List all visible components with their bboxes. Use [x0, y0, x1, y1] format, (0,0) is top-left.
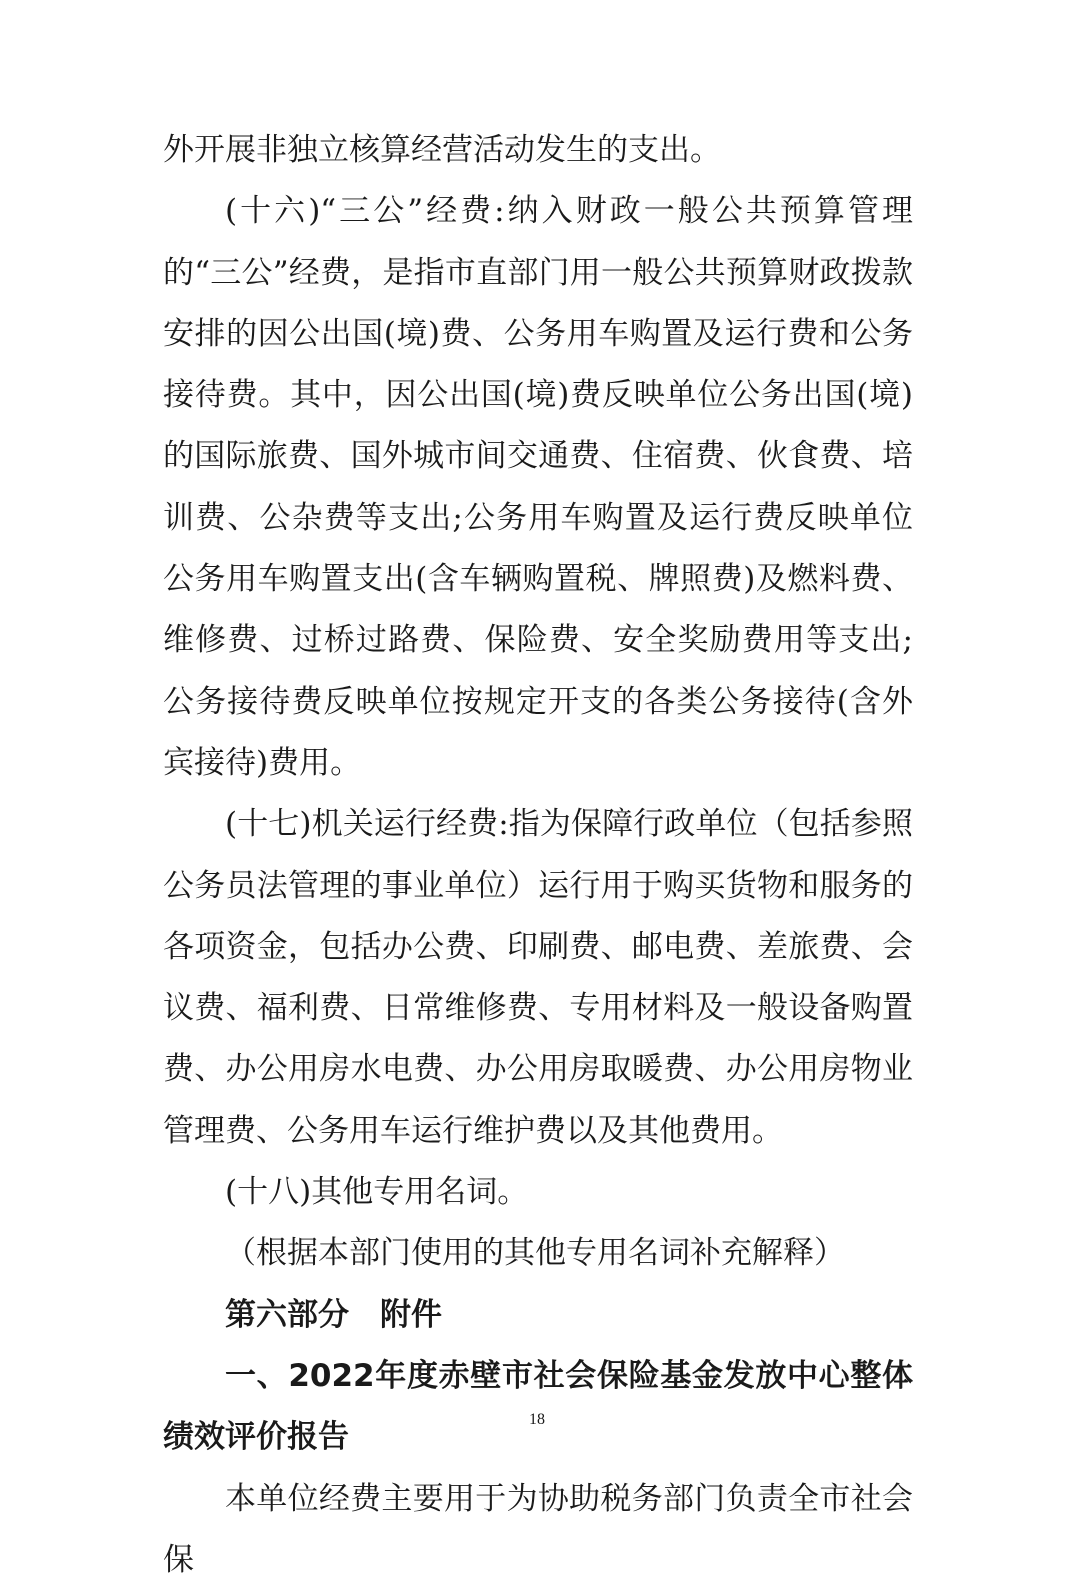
page-number: 18 — [529, 1411, 545, 1428]
paragraph-continuation: 外开展非独立核算经营活动发生的支出。 — [163, 132, 721, 168]
paragraph-report-intro: 本单位经费主要用于为协助税务部门负责全市社会保 — [163, 1480, 913, 1578]
document-body — [163, 120, 913, 1591]
paragraph-agency-operating-expenses: (十七)机关运行经费:指为保障行政单位（包括参照公务员法管理的事业单位）运行用于购买货物和服务的各项资金，包括办公费、印刷费、邮电费、差旅费、会议费、福利费、日常维修费、专用材料及一般设备购置费、办公用房水电费、办公用房取暖费、办公用房物业管理费、公务用车运行维护费以及其他费用。 — [163, 806, 913, 1149]
section-heading-performance-report: 一、2022年度赤壁市社会保险基金发放中心整体绩效评价报告 — [163, 1357, 913, 1456]
paragraph-three-public-expenses: (十六)“三公”经费:纳入财政一般公共预算管理的“三公”经费，是指市直部门用一般公共预算财政拨款安排的因公出国(境)费、公务用车购置及运行费和公务接待费。其中，因公出国(境)费反映单位公务出国(境)的国际旅费、国外城市间交通费、住宿费、伙食费、培训费、公杂费等支出;公务用车购置及运行费反映单位公务用车购置支出(含车辆购置税、牌照费)及燃料费、维修费、过桥过路费、保险费、安全奖励费用等支出;公务接待费反映单位按规定开支的各类公务接待(含外宾接待)费用。 — [163, 193, 913, 781]
section-heading-part-six: 第六部分 附件 — [225, 1296, 442, 1333]
paragraph-other-terms-note: （根据本部门使用的其他专用名词补充解释） — [225, 1235, 845, 1272]
paragraph-other-terms: (十八)其他专用名词。 — [225, 1174, 529, 1211]
